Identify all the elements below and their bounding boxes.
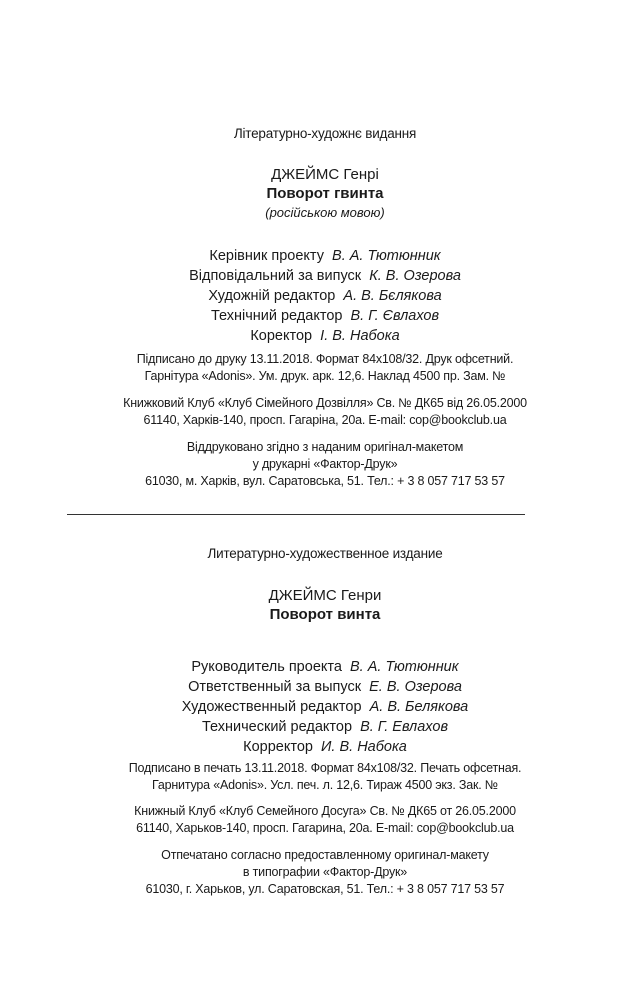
printer-line: Отпечатано согласно предоставленному оригинал-макету <box>161 848 489 862</box>
staff-name: А. В. Белякова <box>369 699 469 715</box>
ua-publisher <box>60 395 590 429</box>
printer-address: 61030, м. Харків, вул. Саратовська, 51. Тел.: + 3 8 057 717 53 57 <box>145 474 505 488</box>
print-info-line: Гарнітура «Adonis». Ум. друк. арк. 12,6. Наклад 4500 пр. Зам. № <box>144 369 506 383</box>
staff-line <box>60 677 590 697</box>
staff-role: Руководитель проекта <box>191 659 342 675</box>
publisher-address: 61140, Харків-140, просп. Гагаріна, 20а. E-mail: cop@bookclub.ua <box>143 413 507 427</box>
ua-print-info <box>60 351 590 385</box>
section-divider <box>67 514 525 515</box>
staff-line <box>60 246 590 266</box>
edition-type-label: Літературно-художнє видання <box>233 126 417 141</box>
book-title: Поворот винта <box>269 606 381 623</box>
staff-role: Ответственный за выпуск <box>188 679 362 695</box>
staff-name: В. Г. Евлахов <box>360 719 449 735</box>
staff-role: Художній редактор <box>208 288 336 304</box>
ua-staff-list <box>60 246 590 346</box>
publisher-line: Книжковий Клуб «Клуб Сімейного Дозвілля» Св. № ДК65 від 26.05.2000 <box>123 396 527 410</box>
ru-staff-list <box>60 657 590 757</box>
staff-name: Е. В. Озерова <box>369 679 462 695</box>
staff-name: І. В. Набока <box>320 328 400 344</box>
staff-line <box>60 657 590 677</box>
staff-role: Коректор <box>250 328 313 344</box>
publisher-line: Книжный Клуб «Клуб Семейного Досуга» Св. № ДК65 от 26.05.2000 <box>134 804 516 818</box>
ru-printer <box>60 847 590 898</box>
author-name: ДЖЕЙМС Генри <box>268 587 382 604</box>
print-info-line: Подписано в печать 13.11.2018. Формат 84x108/32. Печать офсетная. <box>128 761 522 775</box>
ua-printer <box>60 439 590 490</box>
staff-line <box>60 326 590 346</box>
print-info-line: Гарнитура «Adonis». Усл. печ. л. 12,6. Тираж 4500 экз. Зак. № <box>151 778 499 792</box>
print-info-line: Підписано до друку 13.11.2018. Формат 84x108/32. Друк офсетний. <box>136 352 514 366</box>
staff-line <box>60 717 590 737</box>
staff-name: В. А. Тютюнник <box>350 659 459 675</box>
staff-line <box>60 737 590 757</box>
ru-publisher <box>60 803 590 837</box>
publisher-address: 61140, Харьков-140, просп. Гагарина, 20а. E-mail: cop@bookclub.ua <box>136 821 514 835</box>
staff-line <box>60 306 590 326</box>
staff-name: И. В. Набока <box>321 739 407 755</box>
staff-name: В. Г. Євлахов <box>350 308 440 324</box>
ua-edition-type <box>60 124 590 143</box>
staff-role: Технічний редактор <box>210 308 343 324</box>
ru-title-block <box>60 586 590 624</box>
ua-title-block <box>60 165 590 222</box>
staff-role: Керівник проекту <box>209 248 324 264</box>
book-title: Поворот гвинта <box>266 185 384 202</box>
staff-role: Художественный редактор <box>181 699 362 715</box>
ru-print-info <box>60 760 590 794</box>
staff-role: Технический редактор <box>201 719 353 735</box>
staff-line <box>60 286 590 306</box>
ru-edition-type <box>60 544 590 563</box>
edition-type-label: Литературно-художественное издание <box>207 546 443 561</box>
staff-name: К. В. Озерова <box>369 268 461 284</box>
staff-name: А. В. Бєлякова <box>343 288 442 304</box>
printer-line: в типографии «Фактор-Друк» <box>242 865 408 879</box>
author-name: ДЖЕЙМС Генрі <box>271 166 379 183</box>
printer-address: 61030, г. Харьков, ул. Саратовская, 51. Тел.: + 3 8 057 717 53 57 <box>145 882 505 896</box>
staff-line <box>60 697 590 717</box>
staff-role: Відповідальний за випуск <box>189 268 362 284</box>
language-note: (російською мовою) <box>265 205 385 220</box>
staff-name: В. А. Тютюнник <box>332 248 441 264</box>
printer-line: Віддруковано згідно з наданим оригінал-макетом <box>186 440 464 454</box>
printer-line: у друкарні «Фактор-Друк» <box>252 457 398 471</box>
staff-role: Корректор <box>243 739 313 755</box>
staff-line <box>60 266 590 286</box>
